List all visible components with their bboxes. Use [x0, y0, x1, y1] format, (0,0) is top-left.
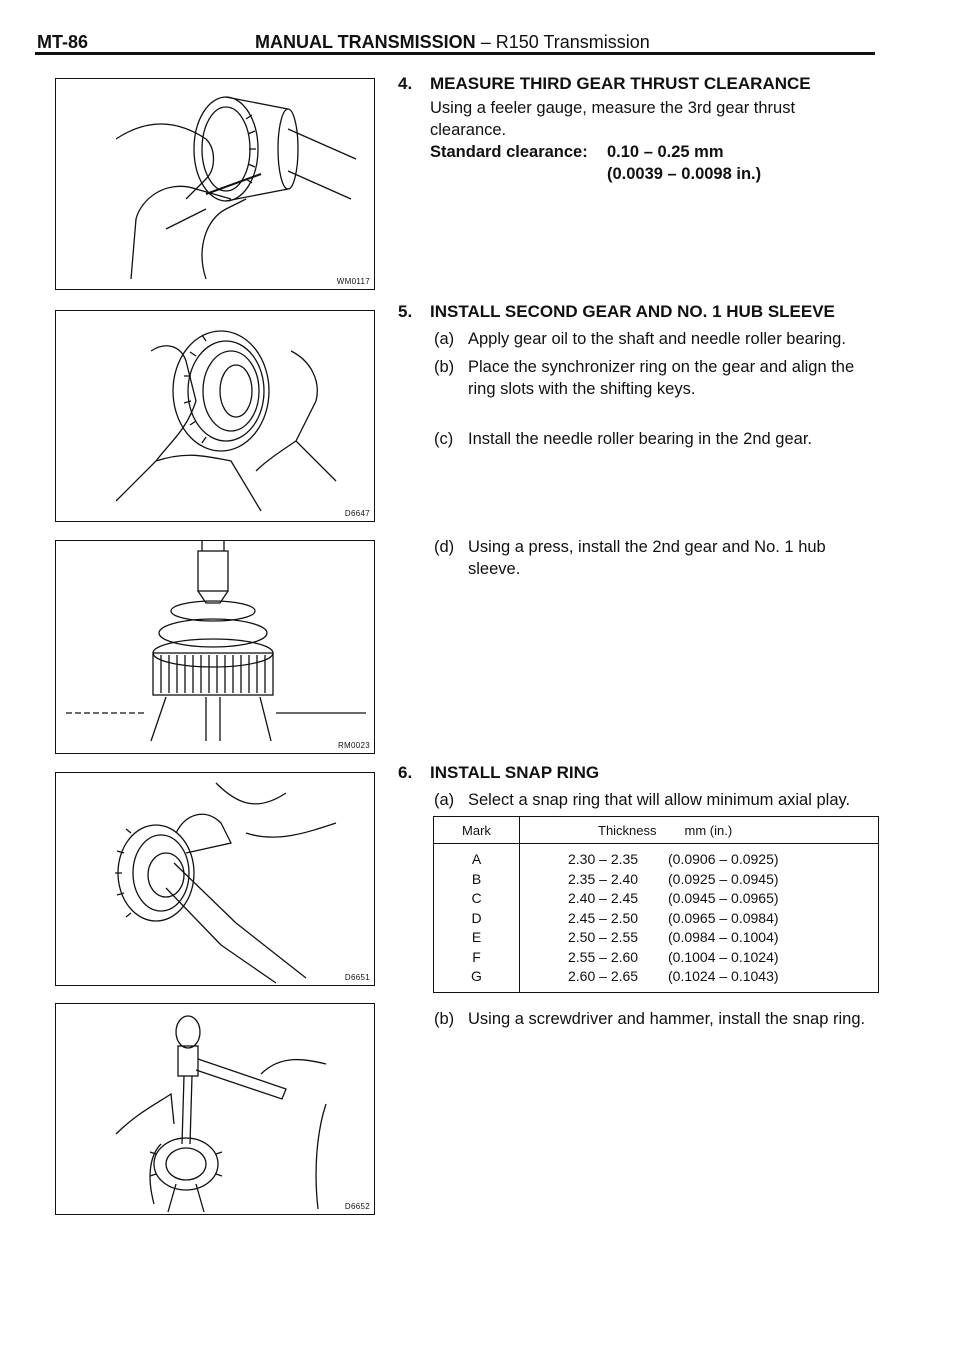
step-4-heading — [398, 74, 811, 94]
row-in: (0.0945 – 0.0965) — [668, 890, 779, 906]
row-mm: 2.35 – 2.40 — [568, 870, 639, 887]
step-number: 4. — [398, 74, 413, 93]
snap-ring-illustration — [56, 773, 374, 985]
step-number: 5. — [398, 302, 413, 321]
figure-press — [55, 540, 375, 754]
table-row — [434, 928, 879, 948]
subsection-title: R150 Transmission — [495, 32, 650, 52]
header-units: mm (in.) — [684, 823, 733, 838]
snap-ring-table — [433, 816, 879, 993]
figure-code: WM0117 — [336, 277, 370, 286]
table-row — [434, 967, 879, 992]
step-number: 6. — [398, 763, 413, 782]
sub-text: Apply gear oil to the shaft and needle roller bearing. — [468, 330, 846, 348]
table-header-row — [434, 817, 879, 844]
header-thickness-label: Thickness — [598, 823, 657, 838]
header-separator: – — [480, 32, 491, 52]
synchronizer-ring-illustration — [56, 311, 374, 521]
sub-text: Place the synchronizer ring on the gear and align the ring slots with the shifting keys. — [468, 358, 855, 398]
sub-label: (a) — [434, 330, 455, 348]
sub-label: (a) — [434, 791, 455, 809]
figure-code: D6647 — [344, 509, 370, 518]
row-mark: G — [434, 967, 520, 992]
step-5c — [434, 428, 874, 450]
step-4-text: Using a feeler gauge, measure the 3rd gear thrust clearance. — [430, 99, 796, 139]
row-mark: B — [434, 870, 520, 890]
row-mm: 2.55 – 2.60 — [568, 948, 639, 965]
row-in: (0.0906 – 0.0925) — [668, 851, 779, 867]
sub-label: (d) — [434, 538, 455, 556]
table-row — [434, 889, 879, 909]
step-6-heading — [398, 763, 599, 783]
table-row — [434, 909, 879, 929]
row-mark: E — [434, 928, 520, 948]
row-mm: 2.40 – 2.45 — [568, 890, 639, 906]
step-title: MEASURE THIRD GEAR THRUST CLEARANCE — [430, 74, 811, 93]
row-mm: 2.45 – 2.50 — [568, 909, 639, 926]
row-mm: 2.50 – 2.55 — [568, 929, 639, 945]
step-title: INSTALL SECOND GEAR AND NO. 1 HUB SLEEVE — [430, 302, 835, 321]
step-5-heading — [398, 302, 835, 322]
section-title: MANUAL TRANSMISSION — [255, 32, 476, 52]
figure-snap-ring-select — [55, 772, 375, 986]
spec-in: (0.0039 – 0.0098 in.) — [607, 165, 762, 183]
sub-text: Using a screwdriver and hammer, install the snap ring. — [468, 1010, 866, 1028]
row-in: (0.1024 – 0.1043) — [668, 968, 779, 984]
hammer-screwdriver-illustration — [56, 1004, 374, 1214]
feeler-gauge-illustration — [56, 79, 374, 289]
step-5b — [434, 356, 874, 400]
step-5a — [434, 328, 874, 350]
header-thickness — [520, 817, 879, 844]
sub-label: (b) — [434, 358, 455, 376]
step-title: INSTALL SNAP RING — [430, 763, 600, 782]
sub-label: (c) — [434, 430, 454, 448]
row-in: (0.0925 – 0.0945) — [668, 870, 779, 887]
figure-synchronizer-ring — [55, 310, 375, 522]
row-in: (0.0965 – 0.0984) — [668, 909, 779, 926]
figure-code: D6651 — [344, 973, 370, 982]
header-rule — [35, 52, 875, 55]
header-title — [255, 32, 650, 53]
spec-label: Standard clearance: — [430, 143, 588, 161]
press-illustration — [56, 541, 374, 753]
row-mm: 2.30 – 2.35 — [568, 851, 639, 867]
figure-snap-ring-install — [55, 1003, 375, 1215]
row-in: (0.0984 – 0.1004) — [668, 929, 779, 945]
sub-label: (b) — [434, 1010, 455, 1028]
row-mark: D — [434, 909, 520, 929]
figure-code: RM0023 — [337, 741, 370, 750]
row-mark: F — [434, 948, 520, 968]
header-mark: Mark — [434, 817, 520, 844]
row-mark: C — [434, 889, 520, 909]
table-row — [434, 844, 879, 870]
step-5d — [434, 536, 874, 580]
figure-feeler-gauge — [55, 78, 375, 290]
row-in: (0.1004 – 0.1024) — [668, 948, 779, 965]
figure-code: D6652 — [344, 1202, 370, 1211]
row-mark: A — [434, 844, 520, 870]
spec-mm: 0.10 – 0.25 mm — [607, 143, 724, 161]
step-6b — [434, 1008, 874, 1030]
page-number: MT-86 — [37, 32, 89, 52]
sub-text: Select a snap ring that will allow minimum axial play. — [468, 791, 851, 809]
sub-text: Using a press, install the 2nd gear and No. 1 hub sleeve. — [468, 538, 826, 578]
table-row — [434, 948, 879, 968]
row-mm: 2.60 – 2.65 — [568, 968, 639, 984]
table-row — [434, 870, 879, 890]
sub-text: Install the needle roller bearing in the 2nd gear. — [468, 430, 812, 448]
step-6a — [434, 789, 874, 811]
